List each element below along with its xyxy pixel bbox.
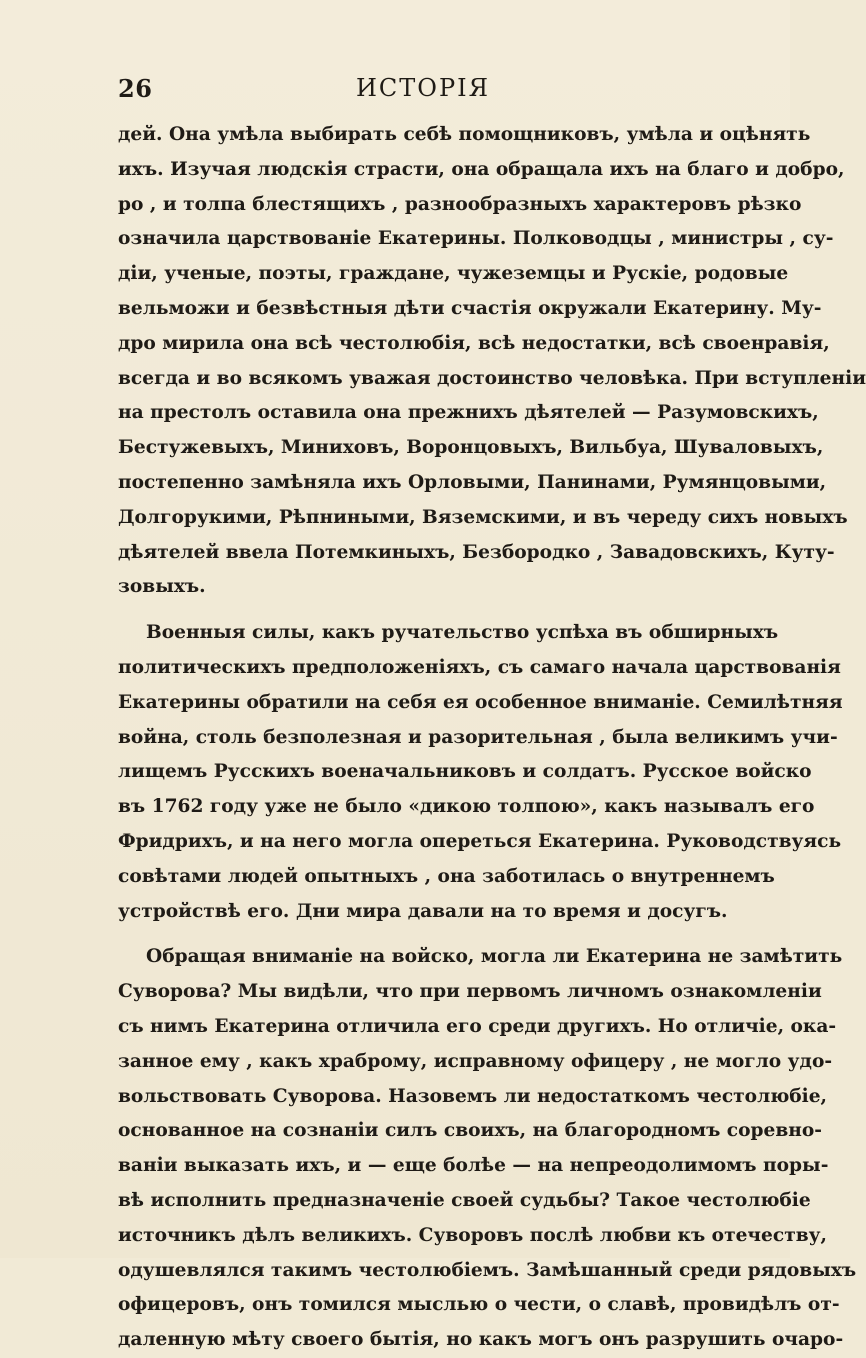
text-line: война, столь безполезная и разорительная , была великимъ учи- [118, 726, 838, 748]
text-line: въ 1762 году уже не было «дикою толпою», какъ называлъ его [118, 796, 815, 818]
text-line: дѣятелей ввела Потемкиныхъ, Безбородко , Завадовскихъ, Куту- [118, 541, 835, 563]
text-line: основанное на сознаніи силъ своихъ, на благородномъ соревно- [118, 1120, 823, 1142]
text-line: Долгорукими, Рѣпниными, Вяземскими, и въ череду сихъ новыхъ [118, 506, 848, 528]
text-line: Суворова? Мы видѣли, что при первомъ личномъ ознакомленіи [118, 981, 822, 1003]
text-line: занное ему , какъ храброму, исправному офицеру , не могло удо- [118, 1050, 833, 1072]
paragraph [118, 940, 857, 1358]
text-line: офицеровъ, онъ томился мыслью о чести, о славѣ, провидѣлъ от- [118, 1294, 840, 1316]
paragraph [118, 616, 843, 929]
text-line: вѣ исполнить предназначеніе своей судьбы? Такое честолюбіе [118, 1189, 811, 1211]
text-line: постепенно замѣняла ихъ Орловыми, Панинами, Румянцовыми, [118, 471, 827, 493]
text-line: всегда и во всякомъ уважая достоинство человѣка. При вступленіи [118, 367, 866, 389]
text-line: Военныя силы, какъ ручательство успѣха въ обширныхъ [146, 622, 779, 644]
body-text [118, 118, 866, 1358]
text-line: источникъ дѣлъ великихъ. Суворовъ послѣ любви къ отечеству, [118, 1224, 828, 1246]
text-line: дей. Она умѣла выбирать себѣ помощниковъ, умѣла и оцѣнять [118, 124, 811, 145]
text-line: ро , и толпа блестящихъ , разнообразныхъ характеровъ рѣзко [118, 193, 802, 215]
text-line: діи, ученые, поэты, граждане, чужеземцы и Рускіе, родовые [118, 263, 789, 285]
text-line: ихъ. Изучая людскія страсти, она обращала ихъ на благо и добро, [118, 158, 845, 180]
page-header [118, 74, 728, 110]
text-line: вельможи и безвѣстныя дѣти счастія окружали Екатерину. Му- [118, 297, 822, 319]
paragraph-gap [118, 929, 728, 940]
text-line: означила царствованіе Екатерины. Полководцы , министры , су- [118, 228, 834, 250]
text-line: вольствовать Суворова. Назовемъ ли недостаткомъ честолюбіе, [118, 1085, 828, 1107]
text-line: лищемъ Русскихъ военачальниковъ и солдатъ. Русское войско [118, 761, 812, 783]
text-line: на престолъ оставила она прежнихъ дѣятелей — Разумовскихъ, [118, 402, 819, 424]
text-line: Екатерины обратили на себя ея особенное вниманіе. Семилѣтняя [118, 691, 843, 713]
text-line: одушевлялся такимъ честолюбіемъ. Замѣшанный среди рядовыхъ [118, 1259, 857, 1281]
paragraph-gap [118, 605, 728, 616]
running-title: ИСТОРІЯ [356, 74, 490, 102]
page-number: 26 [118, 74, 153, 103]
text-line: Обращая вниманіе на войско, могла ли Екатерина не замѣтить [146, 946, 843, 968]
text-line: ваніи выказать ихъ, и — еще болѣе — на непреодолимомъ поры- [118, 1155, 829, 1177]
text-line: Бестужевыхъ, Миниховъ, Воронцовыхъ, Вильбуа, Шуваловыхъ, [118, 437, 824, 459]
text-line: Фридрихъ, и на него могла опереться Екатерина. Руководствуясь [118, 830, 842, 852]
text-line: политическихъ предположеніяхъ, съ самаго начала царствованія [118, 656, 841, 678]
text-line: совѣтами людей опытныхъ , она заботилась о внутреннемъ [118, 865, 775, 887]
text-line: устройствѣ его. Дни мира давали на то время и досугъ. [118, 900, 728, 922]
paragraph [118, 118, 866, 605]
text-line: зовыхъ. [118, 576, 206, 598]
text-line: дро мирила она всѣ честолюбія, всѣ недостатки, всѣ своенравія, [118, 332, 830, 354]
text-line: съ нимъ Екатерина отличила его среди другихъ. Но отличіе, ока- [118, 1015, 837, 1037]
text-line: даленную мѣту своего бытія, но какъ могъ онъ разрушить очаро- [118, 1329, 844, 1351]
